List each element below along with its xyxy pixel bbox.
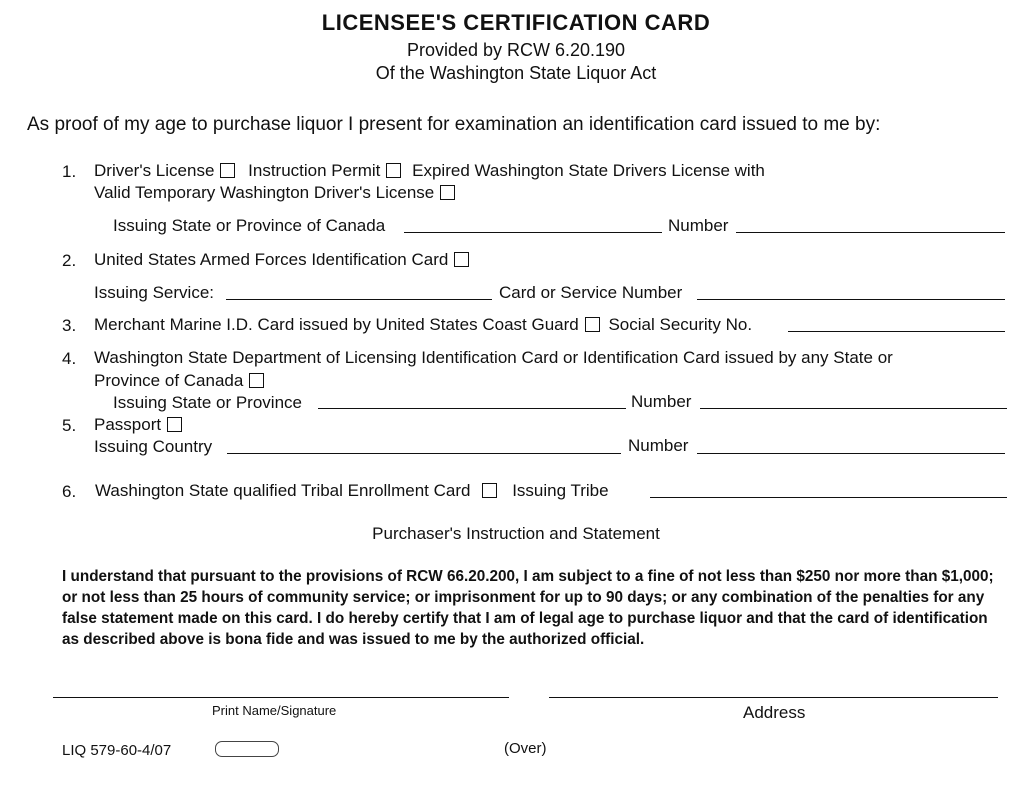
subtitle-act: Of the Washington State Liquor Act — [375, 63, 657, 83]
merchant-marine-label: Merchant Marine I.D. Card issued by United States Coast Guard — [94, 315, 579, 334]
expired-license-label: Expired Washington State Drivers License with — [412, 161, 765, 180]
item-1-number-label: Number — [668, 216, 729, 235]
item-6-number: 6. — [62, 482, 77, 501]
tribal-card-checkbox[interactable] — [482, 483, 497, 498]
dol-id-card-label: Province of Canada — [94, 371, 244, 390]
item-5-issuing-label: Issuing Country — [94, 437, 213, 456]
item-2-issuing-label: Issuing Service: — [94, 283, 214, 302]
item-1-issuing-label: Issuing State or Province of Canada — [113, 216, 386, 235]
over-label: (Over) — [504, 740, 547, 757]
subtitle-rcw: Provided by RCW 6.20.190 — [406, 40, 626, 60]
address-field[interactable] — [549, 697, 998, 698]
issuing-tribe-label: Issuing Tribe — [512, 481, 609, 500]
signature-field[interactable] — [53, 697, 509, 698]
issuing-tribe-field[interactable] — [650, 497, 1007, 498]
item-2-number-field[interactable] — [697, 299, 1005, 300]
item-4-number-label: Number — [631, 392, 692, 411]
ssn-label: Social Security No. — [608, 315, 753, 334]
valid-temp-license-label: Valid Temporary Washington Driver's License — [94, 183, 435, 202]
item-1-line2 — [94, 183, 459, 203]
item-5-issuing-field[interactable] — [227, 453, 621, 454]
item-1-number-field[interactable] — [736, 232, 1005, 233]
item-2-number: 2. — [62, 251, 77, 270]
item-4-line1: Washington State Department of Licensing Identification Card or Identification Card issued by any State or — [94, 348, 893, 367]
item-4-issuing-label: Issuing State or Province — [113, 393, 302, 412]
item-1-number: 1. — [62, 162, 77, 181]
page-title: LICENSEE'S CERTIFICATION CARD — [321, 10, 711, 35]
merchant-marine-checkbox[interactable] — [585, 317, 600, 332]
item-1-issuing-field[interactable] — [404, 232, 662, 233]
item-1-line1 — [94, 161, 765, 181]
purchaser-heading: Purchaser's Instruction and Statement — [372, 524, 660, 543]
item-3-number: 3. — [62, 316, 77, 335]
item-5-number: 5. — [62, 416, 77, 435]
intro-text: As proof of my age to purchase liquor I present for examination an identification card issued to me by: — [27, 114, 881, 135]
instruction-permit-checkbox[interactable] — [386, 163, 401, 178]
drivers-license-label: Driver's License — [94, 161, 215, 180]
passport-label: Passport — [94, 415, 162, 434]
address-label: Address — [743, 703, 806, 722]
item-4-issuing-field[interactable] — [318, 408, 626, 409]
item-4-line2 — [94, 371, 268, 391]
item-3-line — [94, 315, 752, 335]
item-5-number-field[interactable] — [697, 453, 1005, 454]
armed-forces-label: United States Armed Forces Identification Card — [94, 250, 449, 269]
passport-checkbox[interactable] — [167, 417, 182, 432]
item-2-number-label: Card or Service Number — [499, 283, 683, 302]
item-2-issuing-field[interactable] — [226, 299, 492, 300]
item-2-line — [94, 250, 473, 270]
recycled-paper-logo — [215, 741, 279, 757]
item-5-number-label: Number — [628, 436, 689, 455]
tribal-card-label: Washington State qualified Tribal Enrollment Card — [95, 481, 471, 500]
instruction-permit-label: Instruction Permit — [248, 161, 381, 180]
dol-id-card-checkbox[interactable] — [249, 373, 264, 388]
signature-label: Print Name/Signature — [212, 703, 337, 718]
item-5-line — [94, 415, 186, 435]
drivers-license-checkbox[interactable] — [220, 163, 235, 178]
certification-statement: I understand that pursuant to the provisions of RCW 66.20.200, I am subject to a fine of not less than $250 nor more than $1,000; or not less than 25 hours of community service; or imprisonment for up to 90 days; or any combination of the penalties for any false statement made on this card. I do hereby certify that I am of legal age to purchase liquor and that the card of identification as described above is bona fide and was issued to me by the authorized official. — [62, 568, 994, 648]
item-4-number: 4. — [62, 349, 77, 368]
item-6-line — [95, 481, 609, 501]
armed-forces-checkbox[interactable] — [454, 252, 469, 267]
ssn-field[interactable] — [788, 331, 1005, 332]
valid-temp-license-checkbox[interactable] — [440, 185, 455, 200]
form-number: LIQ 579-60-4/07 — [62, 742, 172, 759]
item-4-number-field[interactable] — [700, 408, 1007, 409]
